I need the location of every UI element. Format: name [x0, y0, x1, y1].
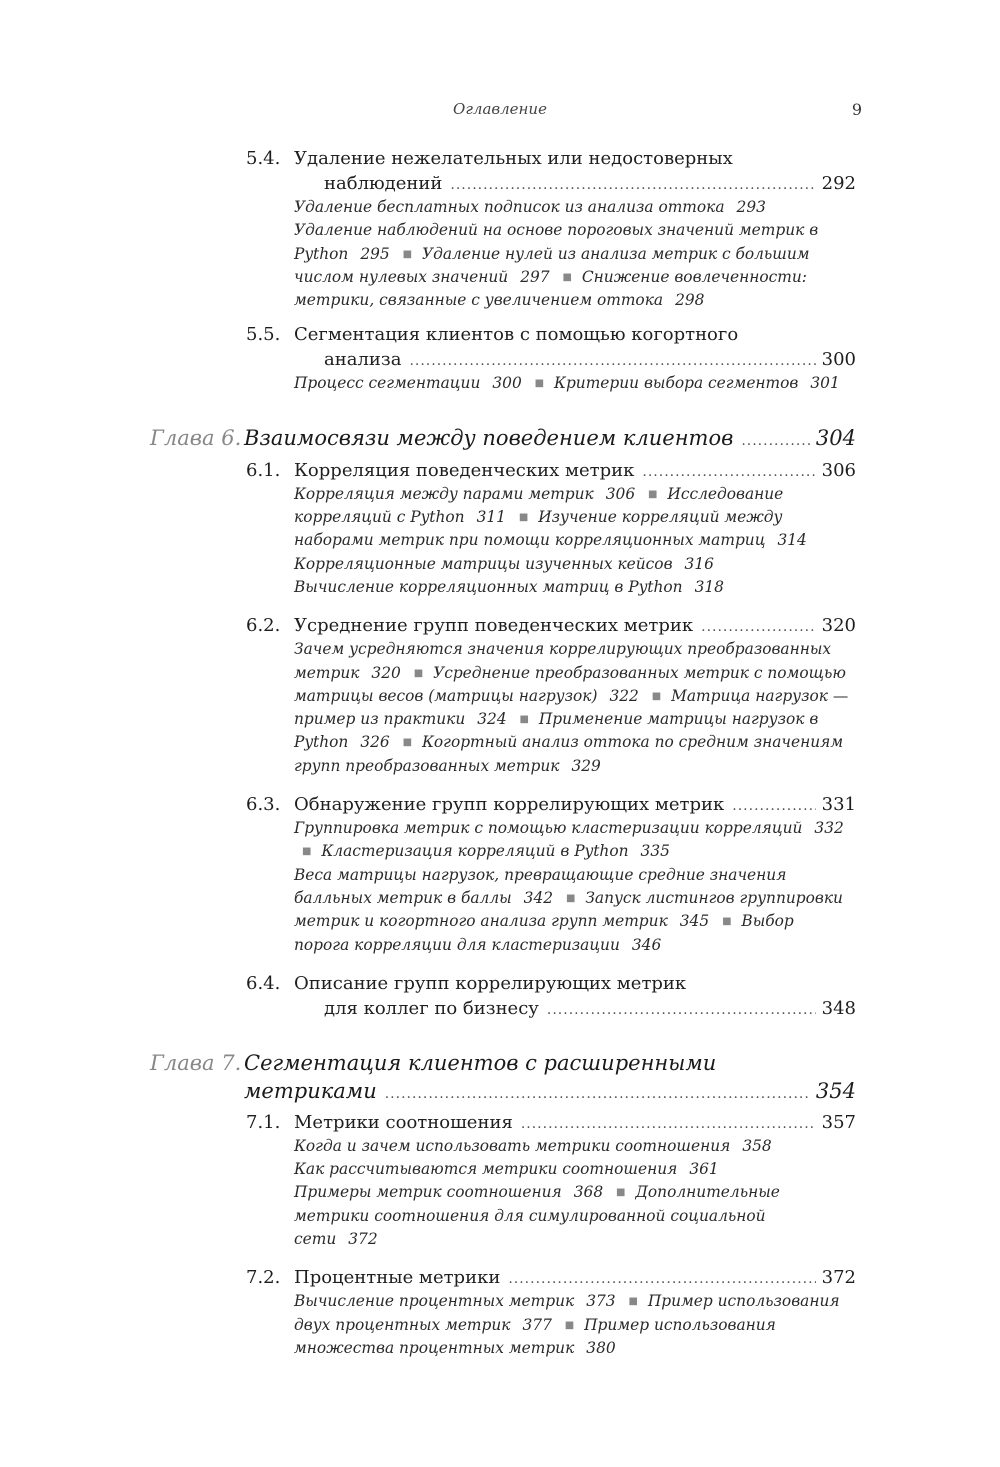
bullet-separator: ■: [402, 737, 413, 749]
chapter-label: Глава 6.: [150, 425, 242, 450]
subentry[interactable]: Удаление наблюдений на основе пороговых значений метрик в Python 295: [294, 221, 819, 263]
toc-section-7-2[interactable]: [0, 1265, 1000, 1290]
subentry[interactable]: Группировка метрик с помощью кластеризации корреляций 332: [294, 819, 844, 838]
subsection-list: [294, 1135, 850, 1251]
toc-section-7-1[interactable]: [0, 1110, 1000, 1135]
section-number: 6.4.: [246, 972, 281, 994]
section-title-line2: анализа: [324, 349, 402, 371]
chapter-title-line1: Сегментация клиентов с расширенными: [244, 1050, 717, 1075]
leader-dots: [450, 173, 815, 198]
subentry[interactable]: Когда и зачем использовать метрики соотношения 358: [294, 1136, 772, 1155]
leader-dots: [547, 998, 816, 1023]
section-number: 6.1.: [246, 459, 281, 481]
bullet-separator: ■: [651, 690, 662, 702]
bullet-separator: ■: [518, 512, 529, 524]
section-title-line2: наблюдений: [324, 173, 443, 194]
subentry[interactable]: Корреляционные матрицы изученных кейсов 316: [294, 554, 714, 573]
leader-dots: [732, 794, 815, 819]
section-title-line1: Сегментация клиентов с помощью когортного: [294, 324, 739, 346]
subentry[interactable]: Применение матрицы нагрузок в Python 326: [294, 710, 819, 752]
section-title-line2: для коллег по бизнесу: [324, 997, 539, 1019]
subentry[interactable]: Удаление бесплатных подписок из анализа оттока 293: [294, 198, 766, 216]
section-title: Обнаружение групп коррелирующих метрик: [294, 794, 725, 816]
subentry[interactable]: Запуск листингов группировки метрик и когортного анализа групп метрик 345: [294, 888, 843, 931]
toc-section-6-4[interactable]: [0, 971, 1000, 1021]
leader-dots: [409, 349, 815, 374]
running-title: Оглавление: [453, 100, 547, 118]
section-title: Корреляция поведенческих метрик: [294, 459, 635, 481]
bullet-separator: ■: [534, 378, 545, 390]
section-title: Процентные метрики: [294, 1267, 501, 1289]
section-number: 7.2.: [246, 1267, 281, 1289]
leader-dots: [521, 1112, 816, 1137]
bullet-separator: ■: [616, 1187, 626, 1199]
section-page: 300: [821, 349, 856, 371]
section-title-line1: Удаление нежелательных или недостоверных: [294, 148, 733, 169]
subentry[interactable]: Как рассчитываются метрики соотношения 361: [294, 1160, 719, 1179]
leader-dots: [642, 460, 815, 485]
section-page: 372: [821, 1267, 856, 1289]
section-page: 348: [821, 997, 856, 1019]
subsection-list: [294, 372, 850, 395]
section-page: 292: [821, 173, 856, 194]
leader-dots: [508, 1267, 815, 1292]
chapter-page: 354: [815, 1078, 856, 1103]
toc-section-5-5[interactable]: [0, 322, 1000, 372]
bullet-separator: ■: [628, 1296, 638, 1308]
subsection-list: [294, 817, 850, 957]
bullet-separator: ■: [722, 916, 732, 928]
subentry[interactable]: Выбор порога корреляции для кластеризации 346: [294, 912, 794, 954]
subsection-list: [294, 196, 850, 312]
toc-section-5-4[interactable]: [0, 146, 1000, 196]
subsection-list: [294, 1290, 850, 1360]
toc-chapter-7[interactable]: [0, 1049, 1000, 1105]
subentry[interactable]: Корреляция между парами метрик 306: [294, 484, 636, 503]
bullet-separator: ■: [413, 667, 424, 679]
subentry[interactable]: Вычисление корреляционных матриц в Python 318: [294, 577, 724, 596]
subentry[interactable]: Снижение вовлеченности: метрики, связанные с увеличением оттока 298: [294, 267, 807, 310]
bullet-separator: ■: [648, 488, 658, 500]
subsection-list: [294, 483, 850, 599]
section-page: 331: [821, 794, 856, 816]
section-title-line1: Описание групп коррелирующих метрик: [294, 972, 687, 994]
page-number: 9: [851, 100, 862, 119]
subentry[interactable]: Зачем усредняются значения коррелирующих преобразованных метрик 320: [294, 640, 832, 682]
subentry[interactable]: Матрица нагрузок — пример из практики 324: [294, 686, 849, 729]
subentry[interactable]: Процесс сегментации 300: [294, 374, 522, 393]
subentry[interactable]: Веса матрицы нагрузок, превращающие средние значения балльных метрик в баллы 342: [294, 865, 787, 907]
leader-dots: [701, 615, 816, 640]
section-page: 320: [821, 615, 856, 637]
toc-section-6-2[interactable]: [0, 613, 1000, 638]
bullet-separator: ■: [402, 248, 413, 260]
subentry[interactable]: Когортный анализ оттока по средним значениям групп преобразованных метрик 329: [294, 733, 844, 775]
section-number: 6.2.: [246, 615, 281, 637]
subentry[interactable]: Критерии выбора сегментов 301: [554, 374, 840, 393]
bullet-separator: ■: [564, 1319, 575, 1331]
leader-dots: [741, 427, 810, 455]
chapter-label: Глава 7.: [150, 1050, 242, 1075]
chapter-title: Взаимосвязи между поведением клиентов: [244, 425, 734, 450]
bullet-separator: ■: [565, 892, 576, 904]
section-number: 5.5.: [246, 324, 281, 346]
section-page: 357: [821, 1111, 856, 1133]
chapter-page: 304: [815, 425, 856, 450]
subentry[interactable]: Кластеризация корреляций в Python 335: [321, 842, 670, 861]
section-number: 7.1.: [246, 1111, 281, 1133]
toc-section-6-3[interactable]: [0, 792, 1000, 817]
subentry[interactable]: Вычисление процентных метрик 373: [294, 1292, 616, 1311]
toc-chapter-6[interactable]: [0, 424, 1000, 452]
bullet-separator: ■: [562, 271, 572, 283]
bullet-separator: ■: [519, 714, 529, 726]
subentry[interactable]: Усреднение преобразованных метрик с помощью матрицы весов (матрицы нагрузок) 322: [294, 663, 846, 705]
subentry[interactable]: Изучение корреляций между наборами метрик при помощи корреляционных матриц 314: [294, 508, 807, 550]
subentry[interactable]: Удаление нулей из анализа метрик с большим числом нулевых значений 297: [294, 244, 810, 286]
section-number: 5.4.: [246, 148, 281, 169]
subentry[interactable]: Примеры метрик соотношения 368: [294, 1183, 604, 1202]
subentry[interactable]: Пример использования двух процентных метрик 377: [294, 1292, 840, 1334]
chapter-title-line2: метриками: [244, 1078, 377, 1103]
subsection-list: [294, 638, 850, 778]
section-page: 306: [821, 459, 856, 481]
subentry[interactable]: Исследование корреляций с Python 311: [294, 484, 784, 527]
toc-body: [0, 146, 1000, 1360]
bullet-separator: ■: [302, 846, 312, 858]
section-title: Метрики соотношения: [294, 1111, 513, 1133]
section-title: Усреднение групп поведенческих метрик: [294, 615, 694, 637]
subentry[interactable]: Дополнительные метрики соотношения для симулированной социальной сети 372: [294, 1183, 780, 1249]
section-number: 6.3.: [246, 794, 281, 816]
running-header: [0, 100, 1000, 120]
subentry[interactable]: Пример использования множества процентных метрик 380: [294, 1315, 776, 1357]
leader-dots: [385, 1080, 810, 1108]
toc-section-6-1[interactable]: [0, 458, 1000, 483]
